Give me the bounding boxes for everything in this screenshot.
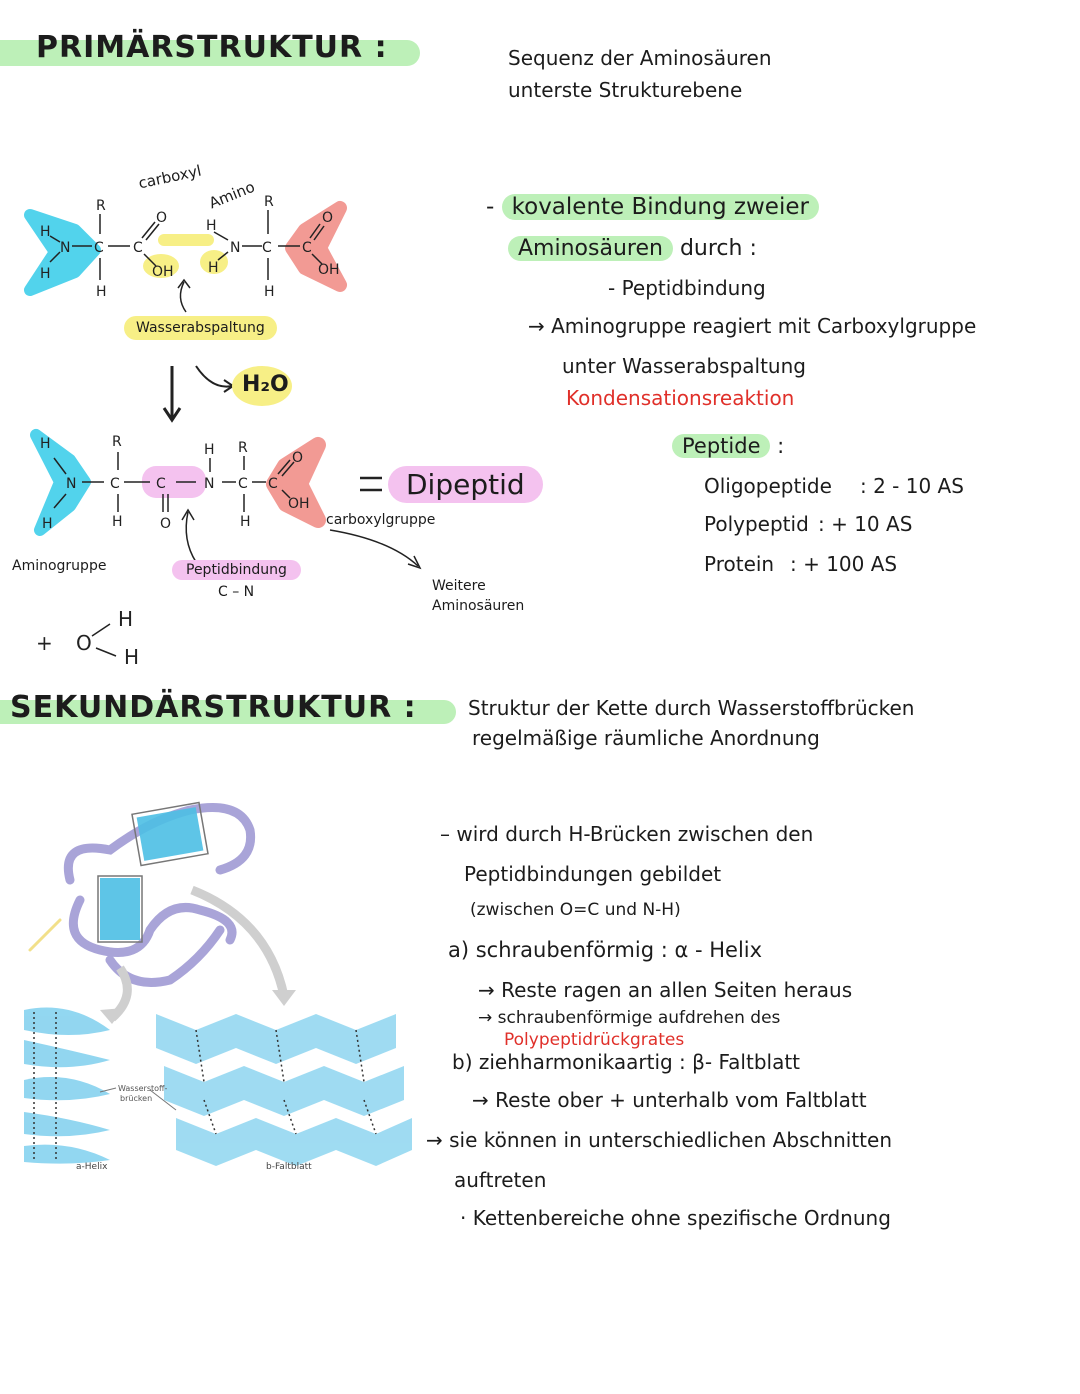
- svg-text:H: H: [40, 224, 51, 240]
- primaer-desc-1: Sequenz der Aminosäuren: [508, 46, 772, 70]
- svg-text:O: O: [292, 450, 304, 466]
- secondary-structure-figure: [0, 0, 440, 1200]
- svg-text:H: H: [208, 260, 219, 276]
- peptide-row-protein: Protein: [704, 552, 775, 576]
- svg-text:N: N: [204, 476, 215, 492]
- peptide-row-protein-value: : + 100 AS: [790, 552, 898, 576]
- sek-note-2: Peptidbindungen gebildet: [464, 862, 722, 886]
- note-reagiert: → Aminogruppe reagiert mit Carboxylgruppe: [528, 314, 977, 338]
- sek-note-b1: → Reste ober + unterhalb vom Faltblatt: [472, 1088, 867, 1112]
- svg-text:H: H: [40, 436, 51, 452]
- svg-text:C: C: [156, 476, 166, 492]
- note-kovalent: - kovalente Bindung zweier: [486, 194, 819, 220]
- fig-label-beta: b-Faltblatt: [266, 1162, 312, 1172]
- sek-desc-2: regelmäßige räumliche Anordnung: [472, 726, 820, 750]
- svg-text:H: H: [240, 514, 251, 530]
- svg-text:N: N: [230, 240, 241, 256]
- peptide-title-text: Peptide: [672, 434, 770, 458]
- note-kondensation: Kondensationsreaktion: [566, 386, 795, 410]
- label-peptidbindung: Peptidbindung: [172, 560, 301, 580]
- heading-primaerstruktur: PRIMÄRSTRUKTUR :: [36, 30, 388, 65]
- svg-text:OH: OH: [288, 496, 310, 512]
- svg-text:O: O: [76, 631, 92, 655]
- beta-sheet: [156, 1014, 412, 1166]
- svg-text:+: +: [36, 631, 53, 655]
- svg-text:C: C: [268, 476, 278, 492]
- svg-text:R: R: [238, 440, 248, 456]
- svg-text:OH: OH: [318, 262, 340, 278]
- label-h2o: H₂O: [242, 372, 289, 397]
- label-dipeptid: Dipeptid: [388, 466, 543, 503]
- fig-label-wasserstoff: Wasserstoff-: [118, 1084, 168, 1093]
- svg-text:H: H: [206, 218, 217, 234]
- label-carboxyl: carboxyl: [136, 161, 203, 193]
- svg-text:H: H: [264, 284, 275, 300]
- note-peptidbindung: - Peptidbindung: [608, 276, 766, 300]
- svg-text:H: H: [118, 607, 134, 631]
- svg-text:OH: OH: [152, 264, 174, 280]
- svg-text:R: R: [264, 194, 274, 210]
- svg-text:H: H: [96, 284, 107, 300]
- label-amino: Amino: [206, 177, 258, 213]
- note-aminosaeuren: [508, 236, 757, 261]
- svg-text:C: C: [133, 240, 143, 256]
- label-aminogruppe: Aminogruppe: [12, 558, 107, 574]
- alpha-helix: [24, 1008, 110, 1164]
- note-aminosaeuren-text: Aminosäuren: [508, 236, 673, 261]
- fig-label-alpha: a-Helix: [76, 1162, 108, 1172]
- sek-note-1: – wird durch H-Brücken zwischen den: [440, 822, 814, 846]
- sek-note-c2: auftreten: [454, 1168, 547, 1192]
- label-cn: C – N: [218, 584, 255, 600]
- sek-note-a: a) schraubenförmig : α - Helix: [448, 938, 763, 962]
- sek-note-a3: Polypeptidrückgrates: [504, 1030, 685, 1050]
- svg-text:O: O: [156, 210, 168, 226]
- peptide-row-oligo-value: : 2 - 10 AS: [860, 474, 964, 498]
- primaer-desc-2: unterste Strukturebene: [508, 78, 743, 102]
- note-kovalent-text: kovalente Bindung zweier: [502, 194, 819, 220]
- svg-text:H: H: [42, 516, 53, 532]
- sheet-segment: [137, 807, 204, 861]
- sek-note-c3: · Kettenbereiche ohne spezifische Ordnung: [460, 1206, 891, 1230]
- sek-note-b: b) ziehharmonikaartig : β- Faltblatt: [452, 1050, 801, 1074]
- peptide-row-poly-value: : + 10 AS: [818, 512, 913, 536]
- label-wasserabspaltung: Wasserabspaltung: [124, 316, 277, 340]
- sek-note-c1: → sie können in unterschiedlichen Abschnitten: [426, 1128, 892, 1152]
- svg-text:H: H: [40, 266, 51, 282]
- svg-text:H: H: [112, 514, 123, 530]
- sek-note-3: (zwischen O=C und N-H): [470, 900, 681, 920]
- svg-text:H: H: [124, 645, 140, 669]
- label-aminosaeuren: Aminosäuren: [432, 598, 525, 614]
- heading-sekundaerstruktur: SEKUNDÄRSTRUKTUR :: [10, 690, 417, 725]
- note-unter: unter Wasserabspaltung: [562, 354, 806, 378]
- peptide-row-poly: Polypeptid: [704, 512, 809, 536]
- sek-desc-1: Struktur der Kette durch Wasserstoffbrücken: [468, 696, 915, 720]
- peptide-row-oligo: Oligopeptide: [704, 474, 832, 498]
- svg-text:O: O: [160, 516, 172, 532]
- svg-text:C: C: [302, 240, 312, 256]
- label-carboxylgruppe: carboxylgruppe: [326, 512, 436, 528]
- svg-text:C: C: [238, 476, 248, 492]
- svg-text:R: R: [112, 434, 122, 450]
- svg-text:N: N: [66, 476, 77, 492]
- svg-text:R: R: [96, 198, 106, 214]
- note-durch: durch :: [679, 236, 757, 261]
- svg-text:C: C: [110, 476, 120, 492]
- svg-text:C: C: [94, 240, 104, 256]
- svg-text:O: O: [322, 210, 334, 226]
- svg-text:H: H: [204, 442, 215, 458]
- sek-note-a2: → schraubenförmige aufdrehen des: [478, 1008, 781, 1028]
- fig-label-bruecken: brücken: [120, 1094, 153, 1103]
- svg-text:C: C: [262, 240, 272, 256]
- peptide-title: Peptide :: [672, 434, 784, 458]
- sek-note-a1: → Reste ragen an allen Seiten heraus: [478, 978, 853, 1002]
- sek-note-1-text: wird durch H-Brücken zwischen den: [456, 822, 814, 846]
- svg-text:N: N: [60, 240, 71, 256]
- helix-segment: [100, 878, 140, 940]
- label-weitere: Weitere: [432, 578, 486, 594]
- note-reagiert-text: Aminogruppe reagiert mit Carboxylgruppe: [551, 314, 977, 338]
